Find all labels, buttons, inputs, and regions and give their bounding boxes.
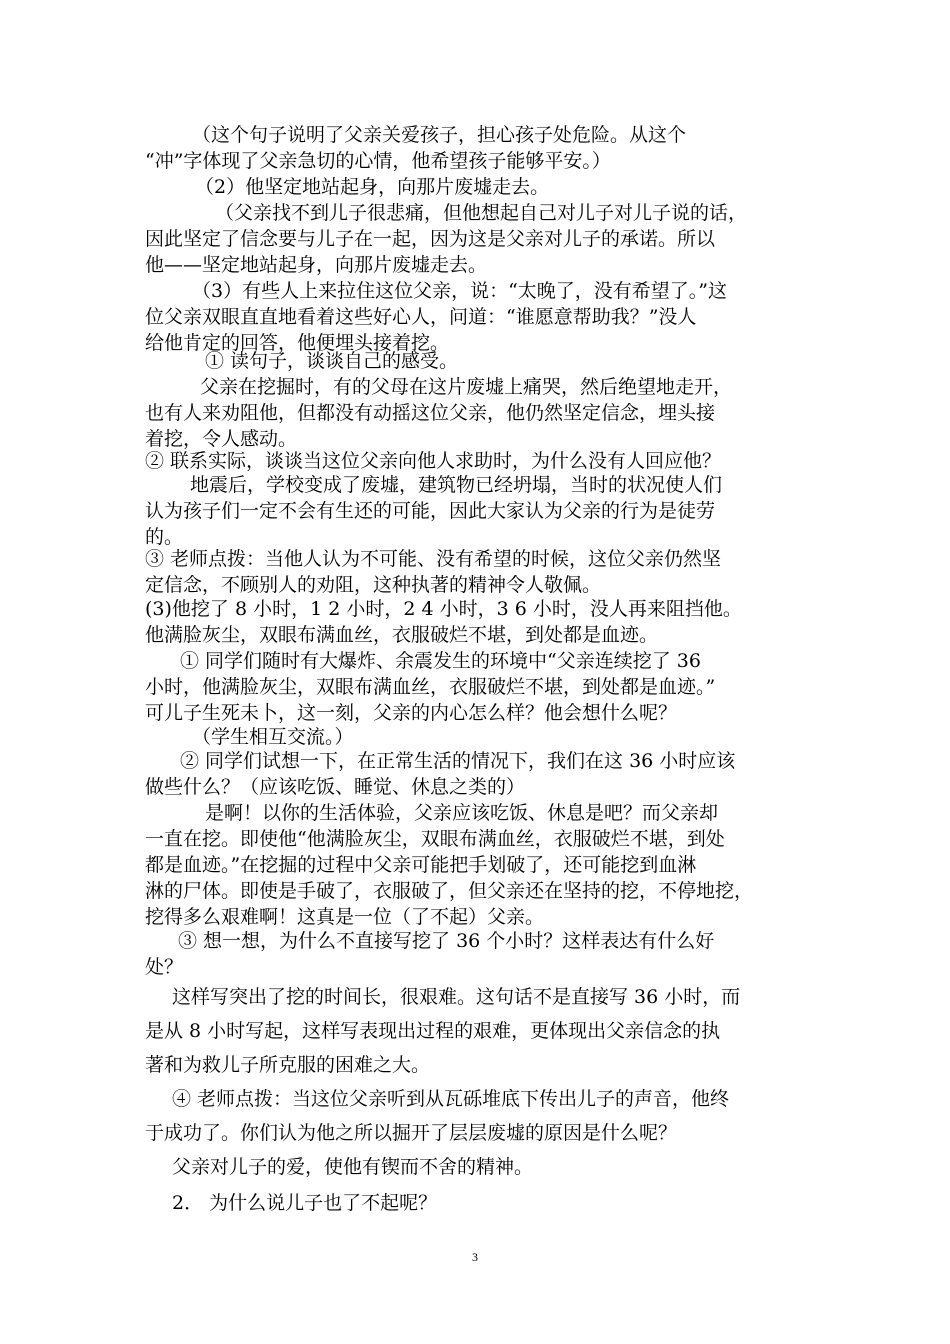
- text-line: 一直在挖。即使他“他满脸灰尘，双眼布满血丝，衣服破烂不堪，到处: [145, 828, 725, 850]
- text-line: （3）有些人上来拉住这位父亲，说：“太晚了，没有希望了。”这: [192, 280, 728, 302]
- page-number: 3: [472, 1250, 478, 1264]
- text-line: 处？: [145, 956, 184, 978]
- text-line: 这样写突出了挖的时间长，很艰难。这句话不是直接写 36 小时，而: [172, 986, 741, 1008]
- text-line: 做些什么？（应该吃饭、睡觉、休息之类的）: [145, 776, 526, 798]
- text-line: 小时，他满脸灰尘，双眼布满血丝，衣服破烂不堪，到处都是血迹。”: [145, 676, 716, 698]
- text-line: 定信念，不顾别人的劝阻，这种执著的精神令人敬佩。: [145, 574, 602, 596]
- text-line: 因此坚定了信念要与儿子在一起，因为这是父亲对儿子的承诺。所以: [145, 228, 716, 250]
- text-line: 于成功了。你们认为他之所以掘开了层层废墟的原因是什么呢？: [145, 1122, 678, 1144]
- text-line: 认为孩子们一定不会有生还的可能，因此大家认为父亲的行为是徒劳: [145, 500, 716, 522]
- text-line: 父亲在挖掘时，有的父母在这片废墟上痛哭，然后绝望地走开，: [200, 376, 733, 398]
- text-line: 都是血迹。”在挖掘的过程中父亲可能把手划破了，还可能挖到血淋: [145, 854, 697, 876]
- text-line: ② 联系实际，谈谈当这位父亲向他人求助时，为什么没有人回应他？: [145, 450, 722, 472]
- text-line: 也有人来劝阻他，但都没有动摇这位父亲，他仍然坚定信念，埋头接: [145, 402, 716, 424]
- text-line: ② 同学们试想一下，在正常生活的情况下，我们在这 36 小时应该: [180, 750, 736, 772]
- text-line: 他——坚定地站起身，向那片废墟走去。: [145, 254, 488, 276]
- text-line: 淋的尸体。即使是手破了，衣服破了，但父亲还在坚持的挖，不停地挖，: [145, 880, 754, 902]
- text-line: ③ 老师点拨：当他人认为不可能、没有希望的时候，这位父亲仍然坚: [145, 548, 722, 570]
- text-line: 是啊！以你的生活体验，父亲应该吃饭、休息是吧？而父亲却: [205, 802, 719, 824]
- text-line: 的。: [145, 526, 184, 548]
- text-line: （学生相互交流。）: [192, 726, 354, 748]
- text-line: 2． 为什么说儿子也了不起呢？: [172, 1192, 438, 1214]
- text-line: 是从 8 小时写起，这样写表现出过程的艰难，更体现出父亲信念的执: [145, 1020, 721, 1042]
- text-line: 挖得多么艰难啊！这真是一位（了不起）父亲。: [145, 906, 545, 928]
- text-line: ④ 老师点拨：当这位父亲听到从瓦砾堆底下传出儿子的声音，他终: [172, 1088, 730, 1110]
- text-line: (3)他挖了 8 小时，1 2 小时，2 4 小时，3 6 小时，没人再来阻挡他。: [145, 598, 742, 620]
- text-line: （这个句子说明了父亲关爱孩子，担心孩子处危险。从这个: [192, 124, 687, 146]
- text-line: 地震后，学校变成了废墟，建筑物已经坍塌，当时的状况使人们: [190, 474, 723, 496]
- text-line: 著和为救儿子所克服的困难之大。: [145, 1054, 431, 1076]
- text-line: 父亲对儿子的爱，使他有锲而不舍的精神。: [172, 1156, 534, 1178]
- text-line: ① 读句子，谈谈自己的感受。: [205, 350, 459, 372]
- text-line: 他满脸灰尘，双眼布满血丝，衣服破烂不堪，到处都是血迹。: [145, 624, 659, 646]
- text-line: （2）他坚定地站起身，向那片废墟走去。: [195, 176, 550, 198]
- text-line: “冲”字体现了父亲急切的心情，他希望孩子能够平安。）: [145, 150, 611, 172]
- text-line: 着挖，令人感动。: [145, 428, 298, 450]
- text-line: （父亲找不到儿子很悲痛，但他想起自己对儿子对儿子说的话，: [215, 202, 748, 224]
- text-line: 给他肯定的回答，他便埋头接着挖。: [145, 332, 450, 354]
- text-line: ① 同学们随时有大爆炸、余震发生的环境中“父亲连续挖了 36: [180, 650, 701, 672]
- text-line: 可儿子生死未卜，这一刻，父亲的内心怎么样？他会想什么呢？: [145, 702, 678, 724]
- text-line: 位父亲双眼直直地看着这些好心人，问道：“谁愿意帮助我？”没人: [145, 306, 697, 328]
- text-line: ③ 想一想，为什么不直接写挖了 36 个小时？这样表达有什么好: [178, 930, 715, 952]
